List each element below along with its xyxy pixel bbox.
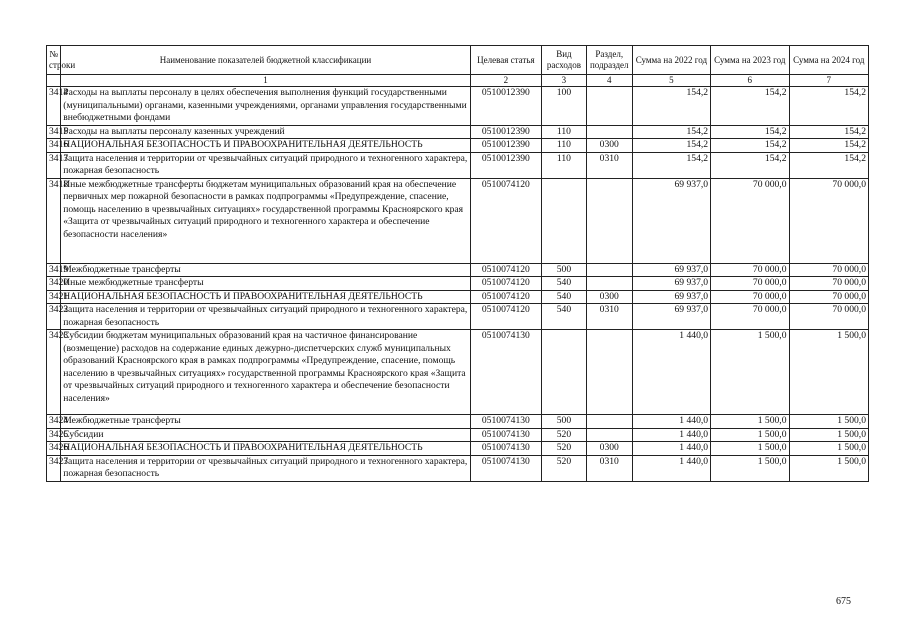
sum-2023: 70 000,0 — [711, 290, 789, 304]
sum-2023: 1 500,0 — [711, 330, 789, 415]
table-row — [47, 290, 869, 304]
indicator-name: Защита населения и территории от чрезвычайных ситуаций природного и техногенного характера, пожарная безопасность — [61, 455, 470, 481]
column-number: 1 — [61, 75, 470, 87]
indicator-name: НАЦИОНАЛЬНАЯ БЕЗОПАСНОСТЬ И ПРАВООХРАНИТЕЛЬНАЯ ДЕЯТЕЛЬНОСТЬ — [61, 442, 470, 456]
indicator-name: Расходы на выплаты персоналу в целях обеспечения выполнения функций государственными (муниципальными) органами, казенными учреждениями, органами управления государственными внебюджетными фондами — [61, 87, 470, 126]
row-number: 3420 — [47, 277, 61, 291]
section-code: 0310 — [586, 455, 632, 481]
header-sum-2023: Сумма на 2023 год — [711, 46, 789, 75]
table-row — [47, 125, 869, 139]
table-row — [47, 87, 869, 126]
section-code — [586, 277, 632, 291]
row-number: 3424 — [47, 415, 61, 429]
row-number: 3416 — [47, 139, 61, 153]
target-article: 0510074130 — [470, 442, 541, 456]
sum-2022: 154,2 — [632, 152, 710, 178]
expense-type: 110 — [542, 152, 587, 178]
row-number: 3423 — [47, 330, 61, 415]
row-number: 3418 — [47, 178, 61, 263]
sum-2022: 1 440,0 — [632, 428, 710, 442]
indicator-name: Защита населения и территории от чрезвычайных ситуаций природного и техногенного характера, пожарная безопасность — [61, 152, 470, 178]
sum-2022: 69 937,0 — [632, 178, 710, 263]
section-code — [586, 87, 632, 126]
indicator-name: Иные межбюджетные трансферты — [61, 277, 470, 291]
table-row — [47, 178, 869, 263]
sum-2023: 70 000,0 — [711, 277, 789, 291]
sum-2024: 70 000,0 — [789, 304, 869, 330]
header-row-number: № строки — [47, 46, 61, 75]
sum-2024: 1 500,0 — [789, 415, 869, 429]
sum-2024: 154,2 — [789, 152, 869, 178]
table-row — [47, 263, 869, 277]
row-number: 3419 — [47, 263, 61, 277]
target-article: 0510074120 — [470, 290, 541, 304]
sum-2022: 69 937,0 — [632, 290, 710, 304]
column-number: 3 — [542, 75, 587, 87]
table-row — [47, 139, 869, 153]
section-code — [586, 178, 632, 263]
table-row — [47, 455, 869, 481]
expense-type: 520 — [542, 428, 587, 442]
sum-2024: 154,2 — [789, 125, 869, 139]
sum-2022: 69 937,0 — [632, 304, 710, 330]
sum-2023: 70 000,0 — [711, 304, 789, 330]
sum-2024: 154,2 — [789, 139, 869, 153]
sum-2023: 70 000,0 — [711, 263, 789, 277]
sum-2023: 1 500,0 — [711, 455, 789, 481]
sum-2023: 1 500,0 — [711, 428, 789, 442]
target-article: 0510074130 — [470, 330, 541, 415]
sum-2022: 154,2 — [632, 139, 710, 153]
expense-type — [542, 178, 587, 263]
section-code — [586, 428, 632, 442]
target-article: 0510074120 — [470, 178, 541, 263]
sum-2022: 1 440,0 — [632, 330, 710, 415]
sum-2023: 1 500,0 — [711, 442, 789, 456]
column-number: 6 — [711, 75, 789, 87]
sum-2023: 70 000,0 — [711, 178, 789, 263]
sum-2024: 70 000,0 — [789, 178, 869, 263]
expense-type: 110 — [542, 139, 587, 153]
expense-type: 500 — [542, 415, 587, 429]
sum-2023: 1 500,0 — [711, 415, 789, 429]
row-number: 3426 — [47, 442, 61, 456]
column-number: 5 — [632, 75, 710, 87]
row-number: 3425 — [47, 428, 61, 442]
row-number: 3427 — [47, 455, 61, 481]
indicator-name: Иные межбюджетные трансферты бюджетам муниципальных образований края на обеспечение первичных мер пожарной безопасности в рамках подпрограммы «Предупреждение, спасение, помощь населению в чрезвычайных ситуациях» государственной программы Красноярского края «Защита от чрезвычайных ситуаций природного и техногенного характера и обеспечение безопасности населения» — [61, 178, 470, 263]
sum-2024: 1 500,0 — [789, 442, 869, 456]
sum-2023: 154,2 — [711, 139, 789, 153]
indicator-name: НАЦИОНАЛЬНАЯ БЕЗОПАСНОСТЬ И ПРАВООХРАНИТЕЛЬНАЯ ДЕЯТЕЛЬНОСТЬ — [61, 290, 470, 304]
indicator-name: Субсидии — [61, 428, 470, 442]
sum-2024: 1 500,0 — [789, 455, 869, 481]
table-row — [47, 415, 869, 429]
indicator-name: НАЦИОНАЛЬНАЯ БЕЗОПАСНОСТЬ И ПРАВООХРАНИТЕЛЬНАЯ ДЕЯТЕЛЬНОСТЬ — [61, 139, 470, 153]
column-number: 7 — [789, 75, 869, 87]
table-row — [47, 152, 869, 178]
target-article: 0510074120 — [470, 263, 541, 277]
sum-2023: 154,2 — [711, 125, 789, 139]
indicator-name: Защита населения и территории от чрезвычайных ситуаций природного и техногенного характера, пожарная безопасность — [61, 304, 470, 330]
sum-2023: 154,2 — [711, 87, 789, 126]
table-row — [47, 442, 869, 456]
section-code: 0310 — [586, 152, 632, 178]
table-row — [47, 428, 869, 442]
sum-2022: 1 440,0 — [632, 455, 710, 481]
section-code — [586, 125, 632, 139]
target-article: 0510012390 — [470, 152, 541, 178]
header-sum-2024: Сумма на 2024 год — [789, 46, 869, 75]
section-code — [586, 263, 632, 277]
header-indicator-name: Наименование показателей бюджетной классификации — [61, 46, 470, 75]
target-article: 0510012390 — [470, 125, 541, 139]
section-code: 0300 — [586, 290, 632, 304]
row-number: 3421 — [47, 290, 61, 304]
sum-2024: 70 000,0 — [789, 263, 869, 277]
indicator-name: Межбюджетные трансферты — [61, 263, 470, 277]
indicator-name: Расходы на выплаты персоналу казенных учреждений — [61, 125, 470, 139]
column-number: 2 — [470, 75, 541, 87]
expense-type — [542, 330, 587, 415]
sum-2022: 1 440,0 — [632, 415, 710, 429]
row-number: 3422 — [47, 304, 61, 330]
section-code: 0300 — [586, 139, 632, 153]
expense-type: 110 — [542, 125, 587, 139]
sum-2022: 154,2 — [632, 125, 710, 139]
expense-type: 520 — [542, 455, 587, 481]
sum-2024: 1 500,0 — [789, 330, 869, 415]
sum-2022: 154,2 — [632, 87, 710, 126]
row-number: 3417 — [47, 152, 61, 178]
section-code — [586, 415, 632, 429]
header-sum-2022: Сумма на 2022 год — [632, 46, 710, 75]
column-number: 4 — [586, 75, 632, 87]
expense-type: 540 — [542, 290, 587, 304]
section-code: 0310 — [586, 304, 632, 330]
table-row — [47, 277, 869, 291]
table-row — [47, 304, 869, 330]
header-target-article: Целевая статья — [470, 46, 541, 75]
target-article: 0510074130 — [470, 415, 541, 429]
budget-table — [46, 45, 869, 482]
target-article: 0510074120 — [470, 304, 541, 330]
expense-type: 500 — [542, 263, 587, 277]
sum-2024: 70 000,0 — [789, 277, 869, 291]
column-number-row — [47, 75, 869, 87]
sum-2024: 154,2 — [789, 87, 869, 126]
expense-type: 100 — [542, 87, 587, 126]
target-article: 0510074130 — [470, 428, 541, 442]
target-article: 0510074130 — [470, 455, 541, 481]
column-number — [47, 75, 61, 87]
sum-2022: 1 440,0 — [632, 442, 710, 456]
table-row — [47, 330, 869, 415]
sum-2022: 69 937,0 — [632, 277, 710, 291]
target-article: 0510012390 — [470, 139, 541, 153]
header-section: Раздел, подраздел — [586, 46, 632, 75]
indicator-name: Межбюджетные трансферты — [61, 415, 470, 429]
sum-2024: 1 500,0 — [789, 428, 869, 442]
sum-2024: 70 000,0 — [789, 290, 869, 304]
section-code — [586, 330, 632, 415]
table-body — [47, 87, 869, 482]
row-number: 3414 — [47, 87, 61, 126]
header-row — [47, 46, 869, 75]
sum-2023: 154,2 — [711, 152, 789, 178]
page-number: 675 — [836, 596, 851, 607]
sum-2022: 69 937,0 — [632, 263, 710, 277]
target-article: 0510012390 — [470, 87, 541, 126]
row-number: 3415 — [47, 125, 61, 139]
indicator-name: Субсидии бюджетам муниципальных образований края на частичное финансирование (возмещение) расходов на содержание единых дежурно-диспетчерских служб муниципальных образований Красноярского края в рамках подпрограммы «Предупреждение, спасение, помощь населению в чрезвычайных ситуациях» государственной программы Красноярского края «Защита от чрезвычайных ситуаций природного и техногенного характера и обеспечение безопасности населения» — [61, 330, 470, 415]
expense-type: 540 — [542, 304, 587, 330]
section-code: 0300 — [586, 442, 632, 456]
header-expense-type: Вид расходов — [542, 46, 587, 75]
expense-type: 520 — [542, 442, 587, 456]
target-article: 0510074120 — [470, 277, 541, 291]
expense-type: 540 — [542, 277, 587, 291]
